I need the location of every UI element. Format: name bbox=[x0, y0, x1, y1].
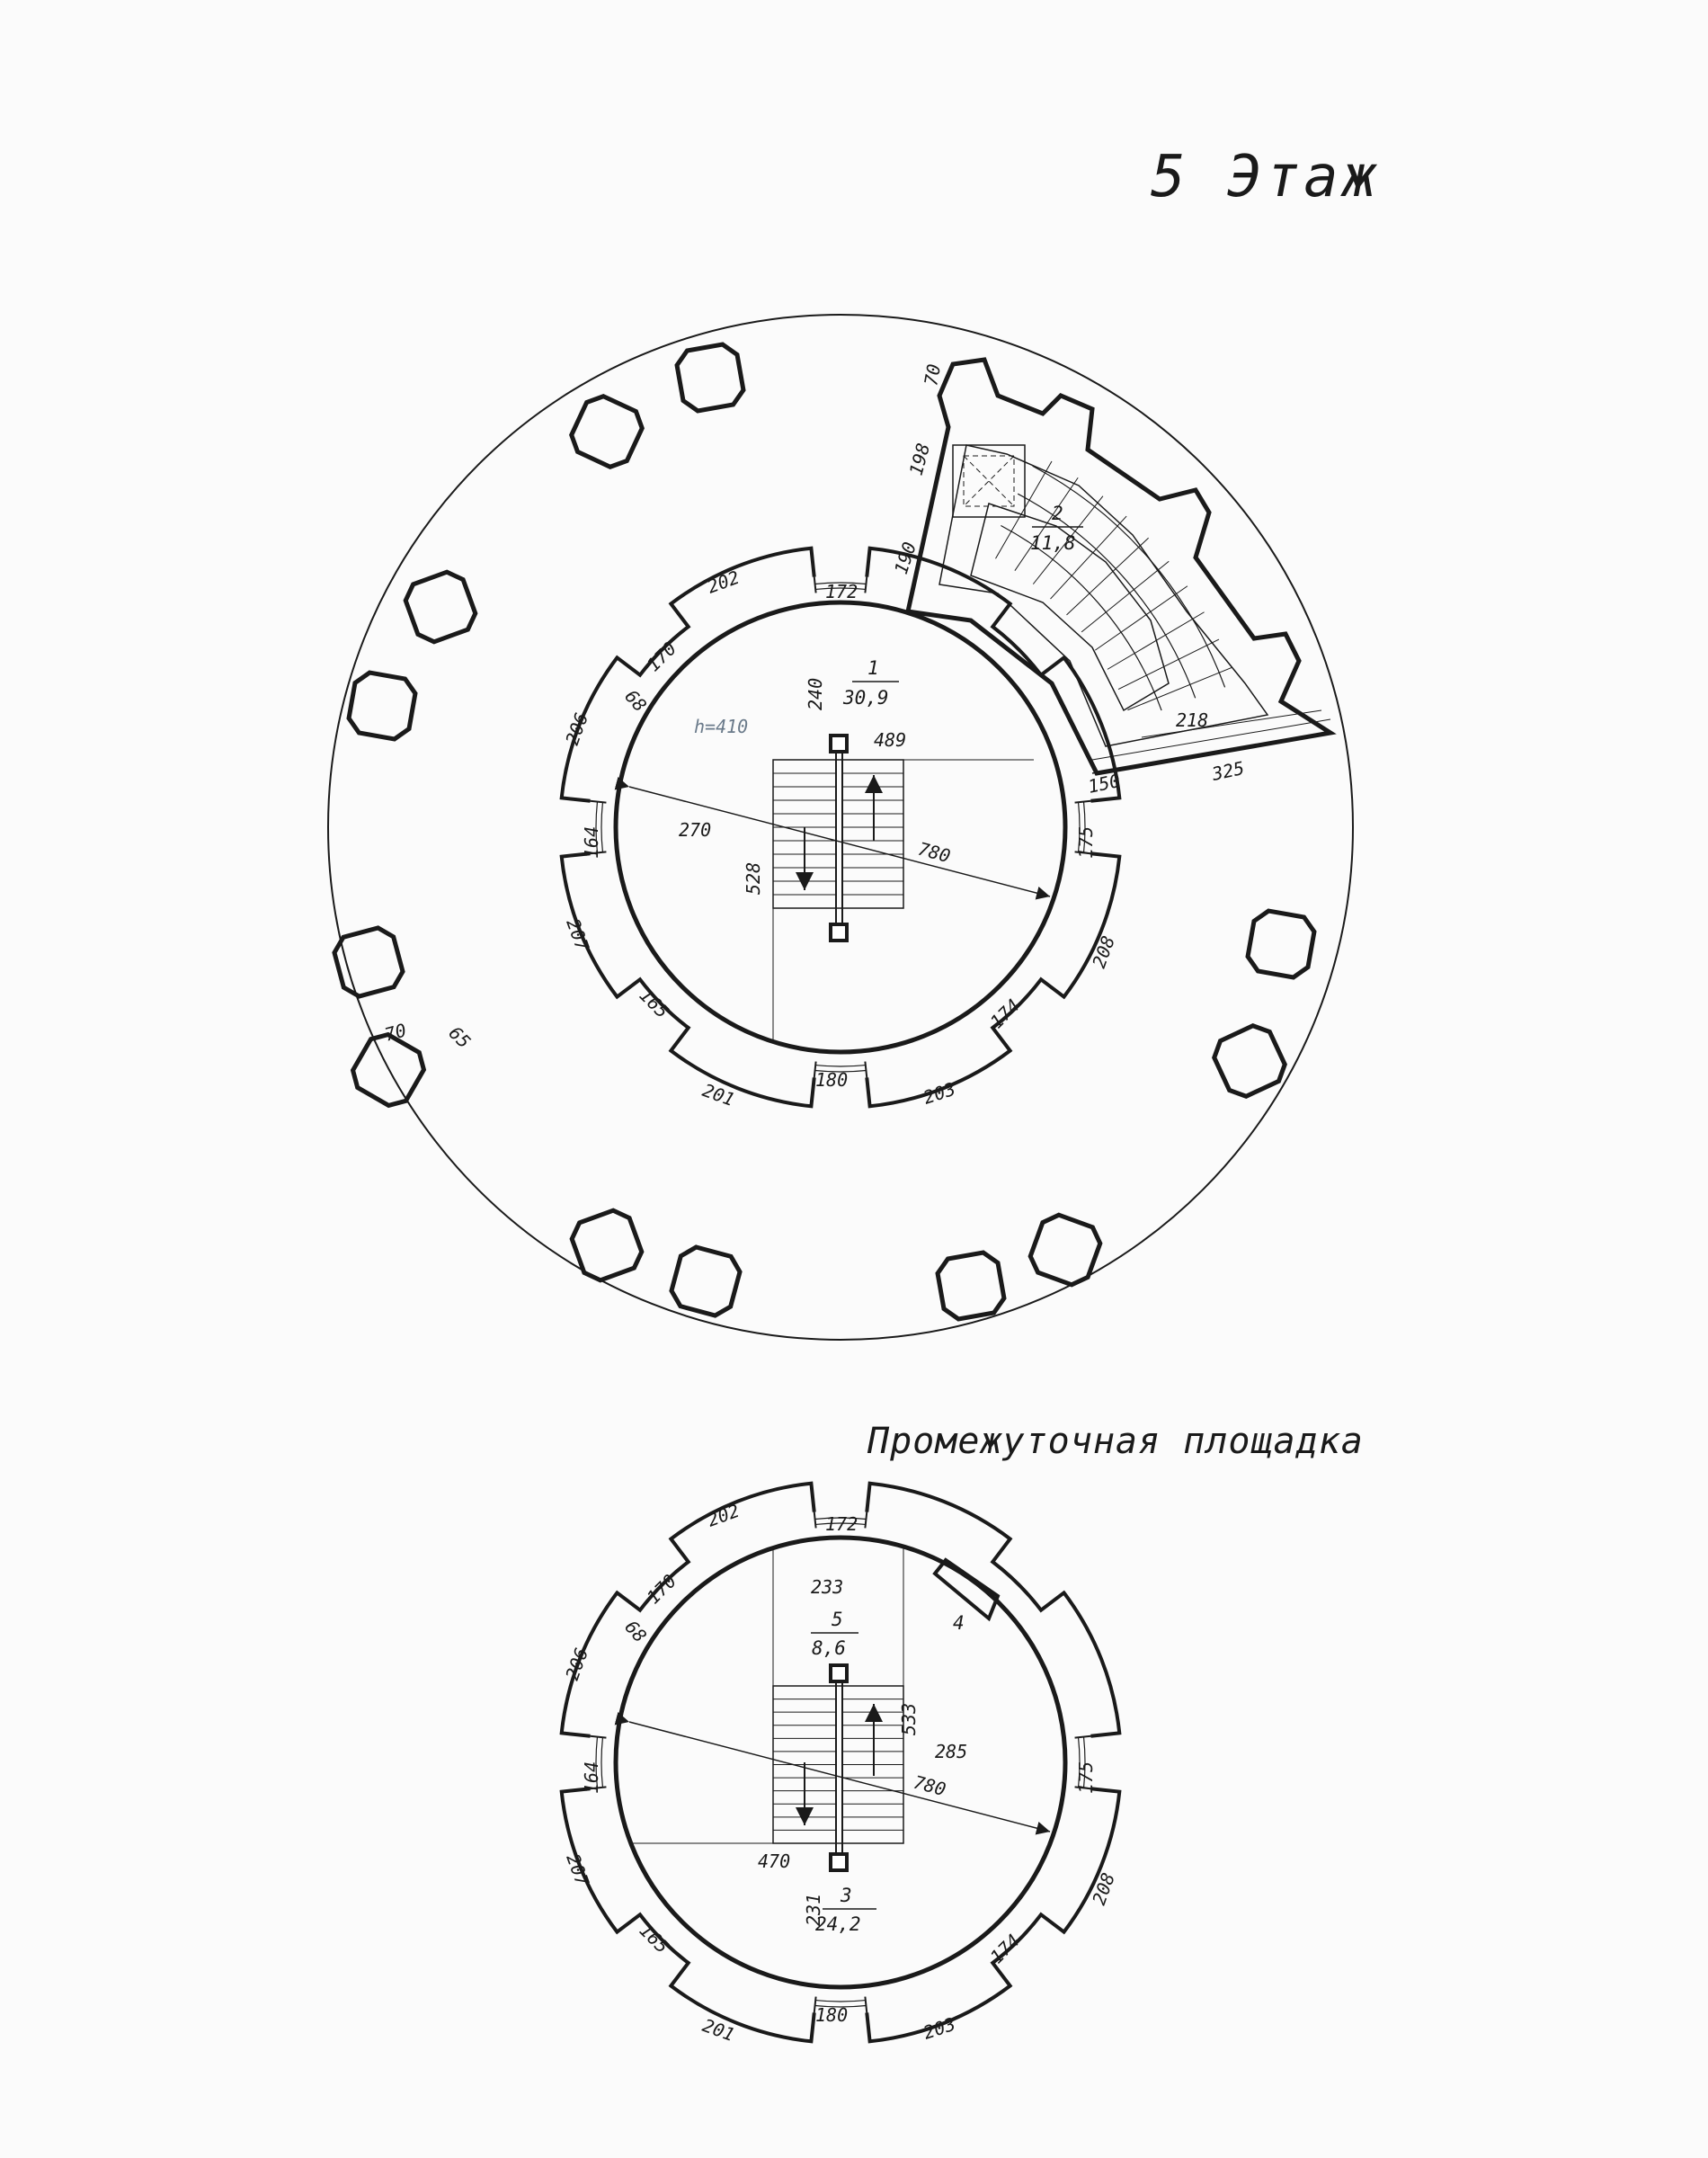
window-jamb bbox=[865, 577, 867, 593]
window-jamb bbox=[591, 1736, 607, 1738]
landing-dim-201: 201 bbox=[699, 2014, 738, 2047]
room3-area: 24,2 bbox=[815, 1913, 861, 1935]
column bbox=[347, 671, 418, 742]
dim-172: 172 bbox=[825, 581, 858, 602]
annex-tread bbox=[1108, 612, 1205, 670]
column bbox=[567, 1206, 645, 1284]
dim-70-top: 70 bbox=[920, 361, 946, 388]
window-jamb bbox=[814, 1512, 816, 1529]
column-set bbox=[331, 343, 1316, 1322]
window-jamb bbox=[865, 1062, 867, 1078]
landing-dim-780: 780 bbox=[911, 1770, 948, 1801]
dim-150: 150 bbox=[1086, 769, 1123, 798]
annex-tread bbox=[1051, 516, 1127, 599]
column bbox=[401, 567, 479, 646]
annex-tread bbox=[1095, 586, 1188, 650]
buttress-segment bbox=[562, 1484, 814, 1736]
window-jamb bbox=[814, 577, 816, 593]
window-jamb bbox=[865, 1512, 867, 1529]
staircase bbox=[773, 736, 1034, 1043]
landing-dim-174: 174 bbox=[985, 1930, 1025, 1968]
dim-206: 206 bbox=[561, 709, 593, 748]
landing-dim-206: 206 bbox=[561, 1645, 593, 1683]
dim-198: 198 bbox=[904, 441, 935, 478]
room2-number: 2 bbox=[1052, 503, 1063, 524]
buttress-segment bbox=[562, 1788, 814, 2041]
column bbox=[1209, 1021, 1290, 1101]
annex-stair-line bbox=[1033, 466, 1225, 687]
column bbox=[566, 391, 647, 472]
landing-dim-233: 233 bbox=[811, 1576, 844, 1598]
column bbox=[1026, 1210, 1104, 1289]
dim-780: 780 bbox=[915, 837, 953, 868]
dim-201: 201 bbox=[699, 1079, 738, 1111]
window-jamb bbox=[591, 801, 607, 803]
annex-steps bbox=[996, 461, 1232, 710]
column bbox=[675, 343, 746, 414]
room3-number: 3 bbox=[841, 1885, 852, 1906]
window-jamb bbox=[1075, 801, 1091, 803]
dim-70: 70 bbox=[382, 1019, 409, 1046]
annex-tread bbox=[1127, 667, 1232, 709]
window-jamb bbox=[865, 1997, 867, 2013]
landing-dim-172: 172 bbox=[825, 1513, 858, 1535]
room4-niche bbox=[935, 1560, 998, 1618]
dim-165: 165 bbox=[635, 984, 673, 1023]
tower-wall-ring bbox=[562, 548, 1123, 1107]
landing-dim-170: 170 bbox=[642, 1570, 681, 1609]
column bbox=[331, 924, 405, 999]
landing-dim-180: 180 bbox=[815, 2004, 849, 2026]
dim-218: 218 bbox=[1176, 709, 1209, 731]
column bbox=[936, 1251, 1007, 1322]
landing-diameter-line bbox=[629, 1722, 1050, 1832]
dim-202: 202 bbox=[704, 566, 743, 598]
landing-dim-208: 208 bbox=[1088, 1869, 1120, 1908]
dim-164: 164 bbox=[581, 825, 602, 859]
room2-area: 11,8 bbox=[1030, 532, 1076, 554]
dim-190: 190 bbox=[889, 539, 921, 577]
landing-dim-203: 203 bbox=[921, 2012, 958, 2044]
ceiling-height-label: h=410 bbox=[694, 716, 749, 737]
landing-dim-231: 231 bbox=[803, 1893, 824, 1926]
buttress-segment bbox=[562, 853, 814, 1106]
room1-number: 1 bbox=[867, 657, 879, 679]
room4-number: 4 bbox=[953, 1612, 965, 1634]
buttress-segment bbox=[867, 1788, 1119, 2041]
dim-174: 174 bbox=[985, 994, 1025, 1033]
dim-240: 240 bbox=[805, 677, 826, 710]
dim-170: 170 bbox=[642, 638, 681, 676]
landing-dim-175: 175 bbox=[1075, 1761, 1097, 1794]
floor-title: 5 Этаж bbox=[1151, 144, 1381, 210]
diameter-line bbox=[629, 787, 1050, 896]
dim-208: 208 bbox=[1088, 932, 1120, 971]
buttress-segment bbox=[867, 548, 1119, 801]
dim-270: 270 bbox=[679, 819, 712, 841]
landing-title: Промежуточная площадка bbox=[867, 1421, 1364, 1462]
dim-489: 489 bbox=[874, 729, 907, 751]
landing-plan bbox=[561, 1484, 1119, 2046]
landing-wall-ring bbox=[562, 1484, 1120, 2042]
window-glass bbox=[815, 2001, 866, 2002]
buttress-segment bbox=[562, 548, 814, 801]
buttress-segment bbox=[867, 853, 1119, 1106]
dim-68: 68 bbox=[620, 685, 652, 717]
landing-dim-68: 68 bbox=[620, 1616, 652, 1647]
dim-65: 65 bbox=[444, 1021, 476, 1053]
landing-dim-285: 285 bbox=[935, 1741, 968, 1762]
annex-stair-line bbox=[1018, 494, 1195, 698]
annex-tread bbox=[1081, 561, 1169, 632]
dim-203: 203 bbox=[921, 1077, 958, 1109]
column bbox=[1246, 909, 1317, 980]
landing-dim-207: 207 bbox=[562, 1850, 594, 1889]
annex-stair-tower bbox=[908, 360, 1330, 773]
landing-dim-164: 164 bbox=[581, 1761, 602, 1794]
dim-528: 528 bbox=[743, 861, 764, 895]
room5-number: 5 bbox=[832, 1609, 843, 1630]
room1-area: 30,9 bbox=[843, 687, 889, 709]
dim-175: 175 bbox=[1075, 825, 1097, 859]
dim-325: 325 bbox=[1210, 756, 1247, 785]
window-jamb bbox=[1075, 1736, 1091, 1738]
landing-dim-165: 165 bbox=[635, 1919, 673, 1958]
column bbox=[668, 1244, 743, 1318]
dim-180: 180 bbox=[815, 1069, 849, 1091]
landing-dim-533: 533 bbox=[898, 1702, 920, 1735]
floor5-plan bbox=[328, 315, 1353, 1340]
landing-dim-202: 202 bbox=[704, 1499, 743, 1531]
outer-circle bbox=[328, 315, 1353, 1340]
landing-dim-470: 470 bbox=[758, 1850, 791, 1872]
annex-tread bbox=[1066, 538, 1148, 615]
dim-207: 207 bbox=[562, 915, 594, 954]
room5-area: 8,6 bbox=[812, 1637, 846, 1659]
